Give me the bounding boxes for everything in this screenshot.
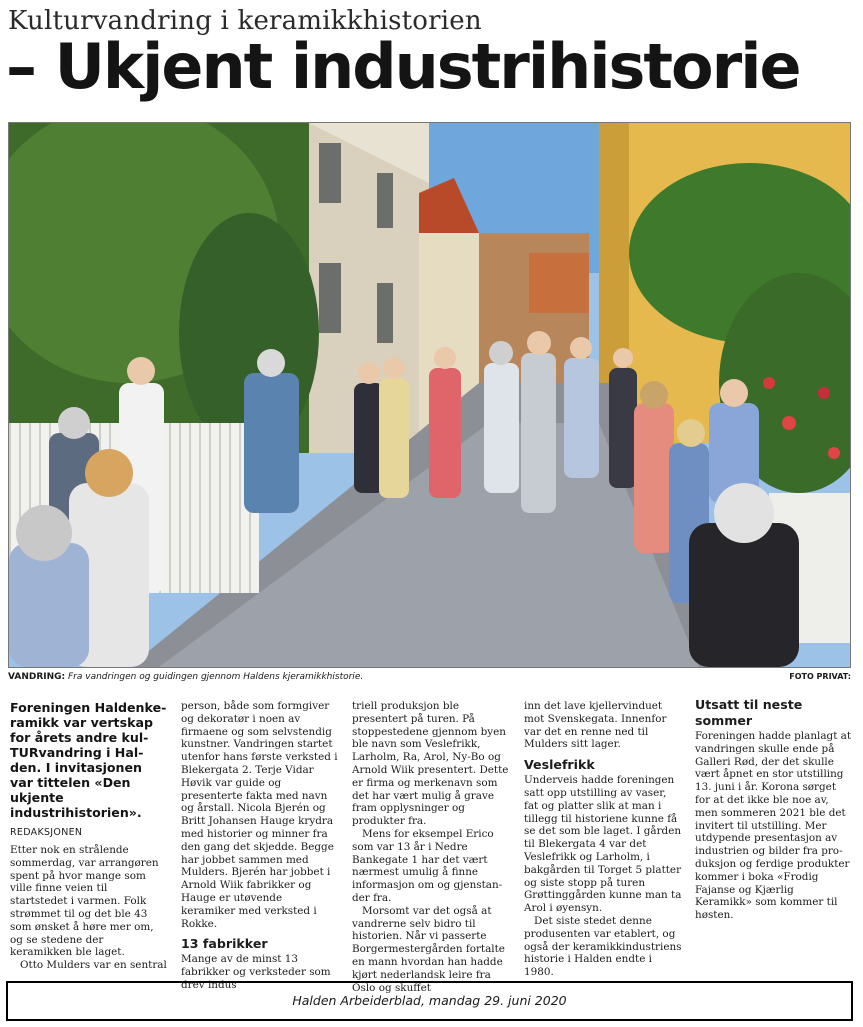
article-ingress: Foreningen Haldenkeramikk var vertskap for årets andre kulTURvandring i Halden. I invitasjonen var tittelen «Den ukjente industrihistorien».: [10, 700, 167, 820]
byline: REDAKSJONEN: [10, 827, 83, 838]
subheading-13-fabrikker: 13 fabrikker: [181, 936, 268, 952]
photo-caption: [8, 670, 851, 684]
article-headline: – Ukjent industrihistorie: [6, 30, 800, 103]
article-photo: [8, 122, 851, 668]
column-1-paragraph-1: Etter nok en strålende sommerdag, var arrangøren spent på hvor mange som ville finne veien til startstedet i varmen. Folk strømmet til og det ble 43 som ønsket å høre mer om, og se stedene der keramikken ble laget.: [10, 844, 159, 959]
column-2-paragraph-2: Mange av de minst 13 fabrikker og verksteder som drev indus: [181, 953, 331, 991]
column-5-paragraph-1: Foreningen hadde planlagt at vandringen skulle ende på Galleri Rød, der det skulle vært åpnet en stor utstilling 13. juni i år. Korona sørget for at det ikke ble noe av, men sommeren 2021 ble det invitert til utstilling. Mer utdypende presentasjon av industrien og bilder fra produksjon og ferdige produkter kommer i boka «Frodig Fajanse og Kjærlig Keramikk» som kommer til høsten.: [695, 730, 852, 922]
caption-text: Fra vandringen og guidingen gjennom Haldens kjeramikkhistorie.: [65, 672, 364, 682]
column-4-paragraph-1: inn det lave kjellervinduet mot Svenskegata. Innenfor var det en renne ned til Mulders sitt lager.: [524, 700, 667, 751]
subheading-veslefrikk: Veslefrikk: [524, 757, 595, 773]
caption-lead: VANDRING:: [8, 672, 66, 682]
column-3-paragraph-1: triell produksjon ble presentert på turen. På stoppestedene gjennom byen ble navn som Veslefrikk, Larholm, Ra, Arol, Ny-Bo og Arnold Wiik presentert. Dette er firma og merkenavn som det har vært mulig å grave fram opplysninger og produkter fra.: [352, 700, 509, 828]
article-column-5: [695, 697, 853, 922]
column-1-paragraph-2: Otto Mulders var en sentral: [20, 959, 167, 972]
column-3-paragraph-2: Mens for eksempel Erico som var 13 år i Nedre Bankegate 1 har det vært nærmest umulig å finne informasjon om og gjenstander fra.: [352, 827, 503, 904]
article-kicker: Kulturvandring i keramikkhistorien: [8, 6, 482, 36]
column-4-paragraph-3: Det siste stedet denne produsenten var etablert, og også der keramikkindustriens historie i Halden endte i 1980.: [524, 914, 682, 979]
article-column-3: [352, 700, 510, 994]
photo-credit: FOTO PRIVAT:: [789, 672, 851, 681]
article-column-2: [181, 700, 339, 992]
article-column-1: [10, 700, 168, 972]
column-3-paragraph-3: Morsomt var det også at vandrerne selv bidro til historien. Når vi passerte Borgermestergården fortalte en mann hvordan han hadde kjørt nederlandsk leire fra Oslo og skuffet: [352, 904, 505, 994]
column-2-paragraph-1: person, både som formgiver og dekoratør i noen av firmaene og som selvstendig kunstner. Vandringen startet utenfor hans første verksted i Blekergata 2. Terje Vidar Høvik var guide og presenterte fakta med navn og årstall. Nicola Bjerén og Britt Johansen Hauge krydra med historier og minner fra den gang det skjedde. Begge har jobbet sammen med Mulders. Bjerén har jobbet i Arnold Wiik fabrikker og Hauge er utøvende keramiker med verksted i Rokke.: [181, 700, 338, 930]
source-citation: Halden Arbeiderblad, mandag 29. juni 2020: [292, 993, 567, 1008]
article-column-4: [524, 700, 682, 979]
source-footer: [6, 981, 853, 1021]
subheading-utsatt: Utsatt til neste sommer: [695, 697, 803, 728]
column-4-paragraph-2: Underveis hadde foreningen satt opp utstilling av vaser, fat og platter slik at man i tillegg til historiene kunne få se det som ble laget. I gården til Blekergata 4 var det Veslefrikk og Larholm, i bakgården til Torget 5 platter og siste stopp på turen Grøttinggården kunne man ta Arol i øyensyn.: [524, 774, 682, 915]
